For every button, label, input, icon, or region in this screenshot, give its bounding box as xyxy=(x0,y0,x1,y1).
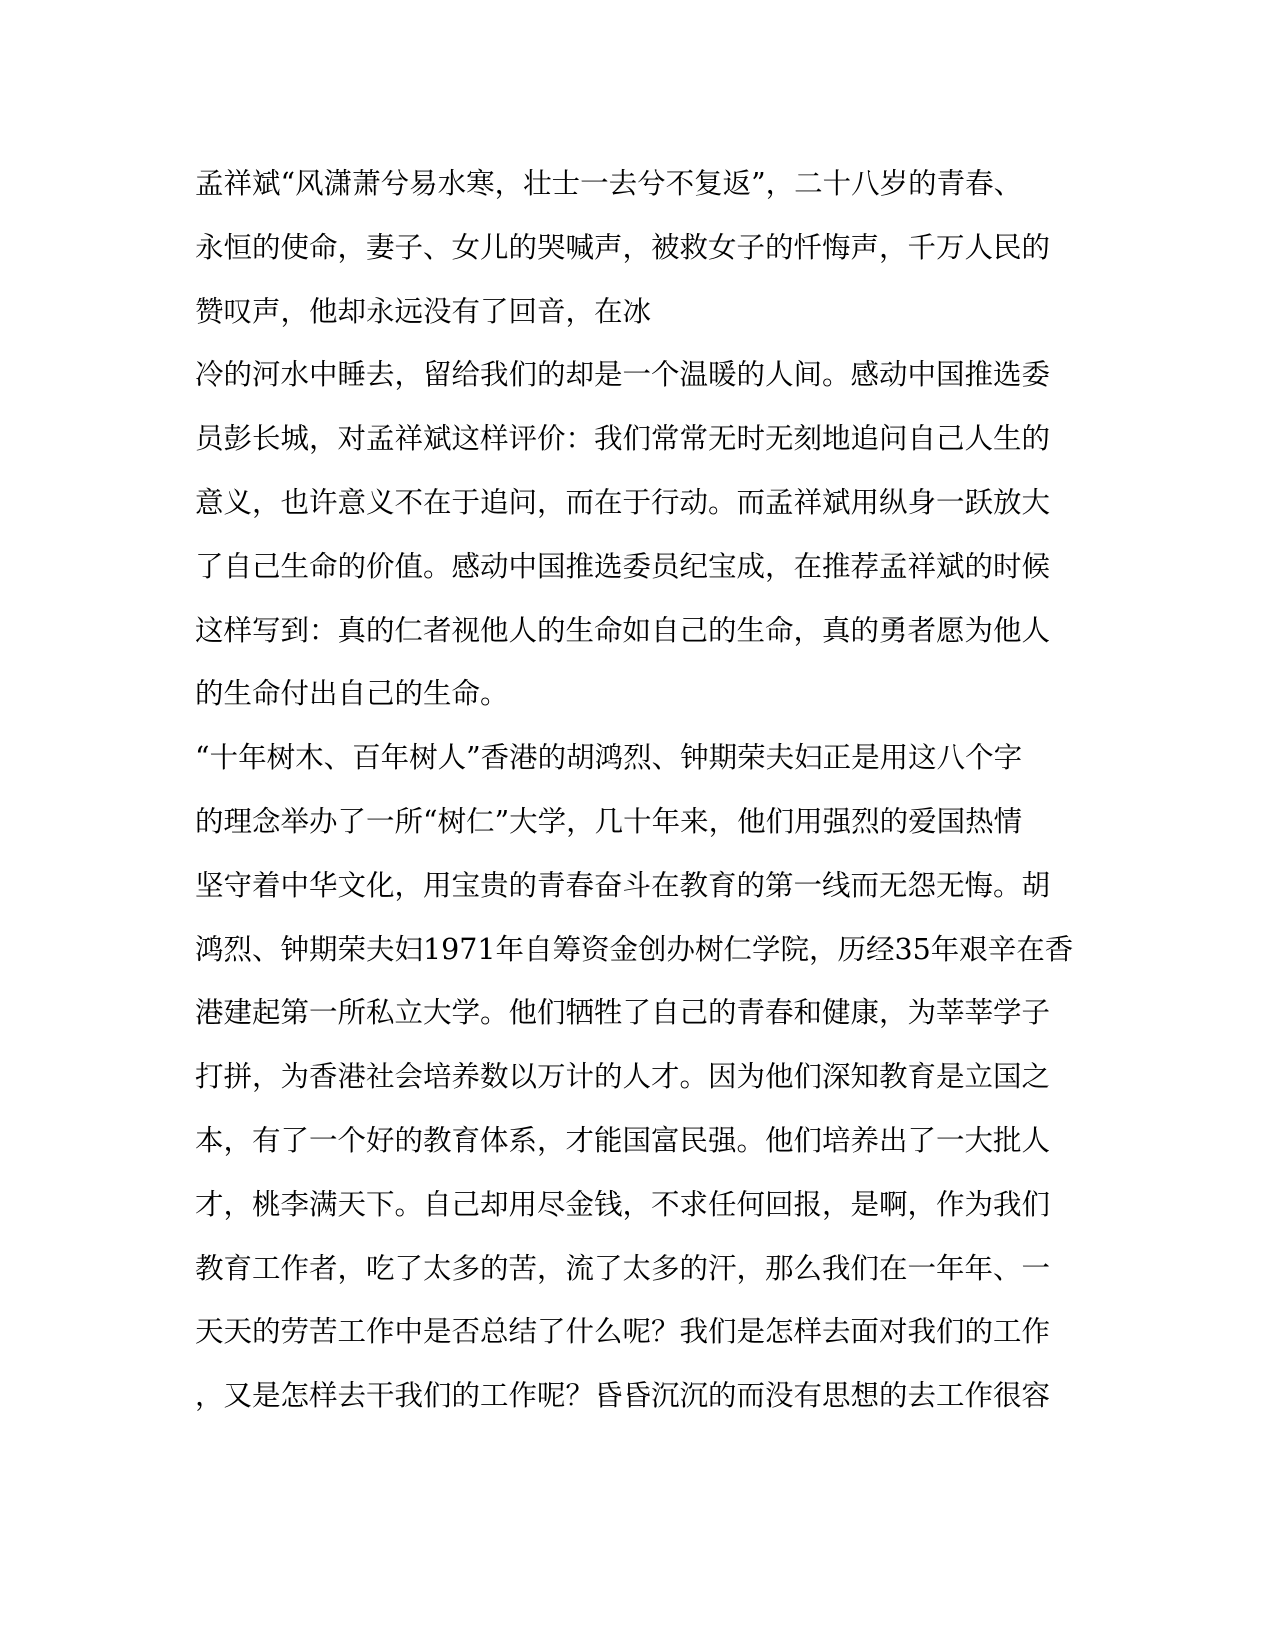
text-line: ，又是怎样去干我们的工作呢？昏昏沉沉的而没有思想的去工作很容 xyxy=(195,1379,1051,1413)
text-line: 港建起第一所私立大学。他们牺牲了自己的青春和健康，为莘莘学子 xyxy=(195,996,1051,1030)
text-line: 坚守着中华文化，用宝贵的青春奋斗在教育的第一线而无怨无悔。胡 xyxy=(195,868,1051,902)
text-line: 孟祥斌“风潇萧兮易水寒，壮士一去兮不复返”，二十八岁的青春、 xyxy=(195,167,1023,200)
text-line: 永恒的使命，妻子、女儿的哭喊声，被救女子的忏悔声，千万人民的 xyxy=(195,230,1051,264)
text-line: “十年树木、百年树人”香港的胡鸿烈、钟期荣夫妇正是用这八个字 xyxy=(195,741,1023,775)
text-line: 员彭长城，对孟祥斌这样评价：我们常常无时无刻地追问自己人生的 xyxy=(195,422,1051,456)
text-line: 赞叹声，他却永远没有了回音，在冰 xyxy=(195,294,652,328)
text-line: 教育工作者，吃了太多的苦，流了太多的汗，那么我们在一年年、一 xyxy=(195,1251,1051,1285)
text-line: 鸿烈、钟期荣夫妇1971年自筹资金创办树仁学院，历经35年艰辛在香 xyxy=(195,932,1074,966)
text-line: 的生命付出自己的生命。 xyxy=(195,677,509,711)
text-line: 冷的河水中睡去，留给我们的却是一个温暖的人间。感动中国推选委 xyxy=(195,358,1051,392)
text-line: 意义，也许意义不在于追问，而在于行动。而孟祥斌用纵身一跃放大 xyxy=(195,485,1051,519)
text-line: 天天的劳苦工作中是否总结了什么呢？我们是怎样去面对我们的工作 xyxy=(195,1315,1051,1349)
text-line: 了自己生命的价值。感动中国推选委员纪宝成，在推荐孟祥斌的时候 xyxy=(195,549,1051,583)
text-line: 这样写到：真的仁者视他人的生命如自己的生命，真的勇者愿为他人 xyxy=(195,613,1051,647)
text-line: 才，桃李满天下。自己却用尽金钱，不求任何回报，是啊，作为我们 xyxy=(195,1187,1051,1221)
text-line: 本，有了一个好的教育体系，才能国富民强。他们培养出了一大批人 xyxy=(195,1123,1051,1157)
text-line: 的理念举办了一所“树仁”大学，几十年来，他们用强烈的爱国热情 xyxy=(195,804,1023,838)
text-line: 打拼，为香港社会培养数以万计的人才。因为他们深知教育是立国之 xyxy=(195,1060,1051,1094)
body-text xyxy=(195,152,1075,1428)
